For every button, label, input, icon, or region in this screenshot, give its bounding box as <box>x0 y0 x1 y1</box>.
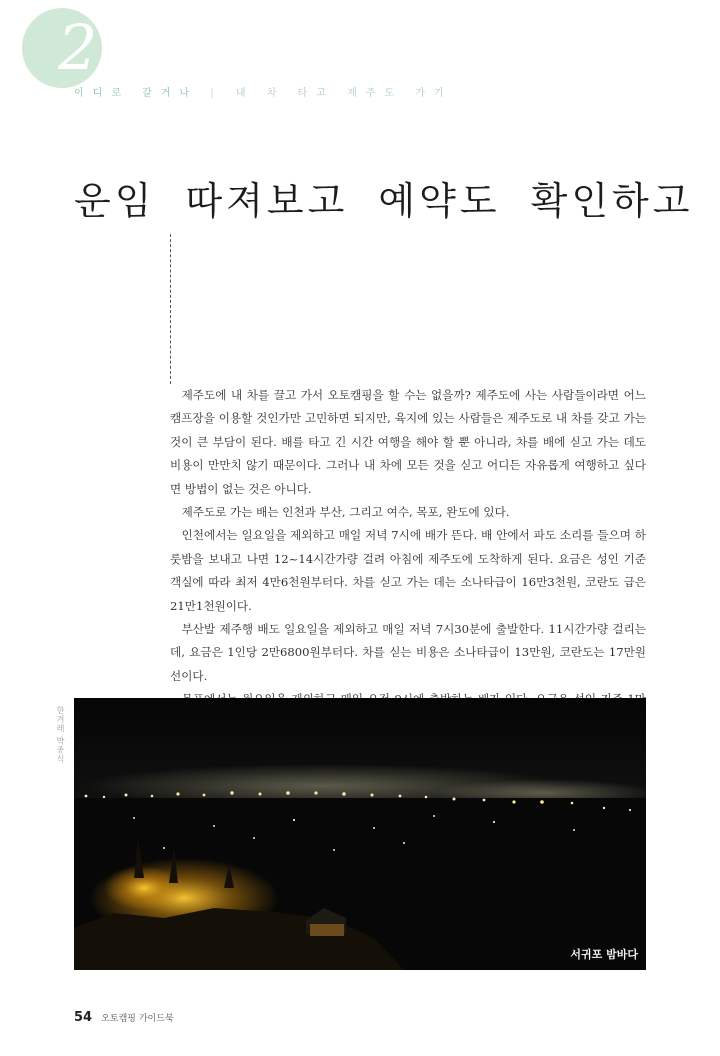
section-separator: | <box>210 88 218 99</box>
night-sea-image <box>74 698 646 970</box>
body-paragraph: 제주도로 가는 배는 인천과 부산, 그리고 여수, 목포, 완도에 있다. <box>181 505 510 520</box>
body-paragraph: 제주도에 내 차를 끌고 가서 오토캠핑을 할 수는 없을까? 제주도에 사는 사람들이라면 어느 캠프장을 이용할 것인가만 고민하면 되지만, 육지에 있는 사람들은 제주도로 내 차를 갖고 가는 것이 큰 부담이 된다. 배를 타고 긴 시간 여행을 해야 할 뿐 아니라, 차를 배에 싣고 가는 데도 비용이 만만치 않기 때문이다. 그러나 내 차에 모든 것을 싣고 어디든 자유롭게 여행하고 싶다면 방법이 없는 것은 아니다. <box>170 388 646 496</box>
section-sub: 내 차 타고 제주도 가기 <box>235 88 453 99</box>
chapter-number: 2 <box>58 11 98 84</box>
body-paragraph: 인천에서는 일요일을 제외하고 매일 저녁 7시에 배가 뜬다. 배 안에서 파도 소리를 들으며 하룻밤을 보내고 나면 12~14시간가량 걸려 아침에 제주도에 도착하게 된다. 요금은 성인 기준 객실에 따라 최저 4만6천원부터다. 차를 싣고 가는 데는 소나타급이 16만3천원, 코란도 급은 21만1천원이다. <box>170 528 646 613</box>
section-main: 이디로 갈거나 <box>74 88 199 99</box>
photo-caption: 서귀포 밤바다 <box>570 948 638 961</box>
section-breadcrumb <box>74 84 453 99</box>
page-number: 54 <box>74 1010 93 1025</box>
night-sea-photo <box>74 698 646 970</box>
page-footer <box>74 1006 174 1025</box>
dashed-divider <box>170 234 171 384</box>
body-paragraph: 부산발 제주행 배도 일요일을 제외하고 매일 저녁 7시30분에 출발한다. 11시간가량 걸리는데, 요금은 1인당 2만6800원부터다. 차를 싣는 비용은 소나타급이 13만원, 코란도는 17만원선이다. <box>170 622 646 683</box>
book-title: 오토캠핑 가이드북 <box>101 1014 174 1024</box>
page-title: 운임 따져보고 예약도 확인하고 <box>74 179 694 223</box>
photo-credit: 한겨레 박종식 <box>56 706 65 764</box>
